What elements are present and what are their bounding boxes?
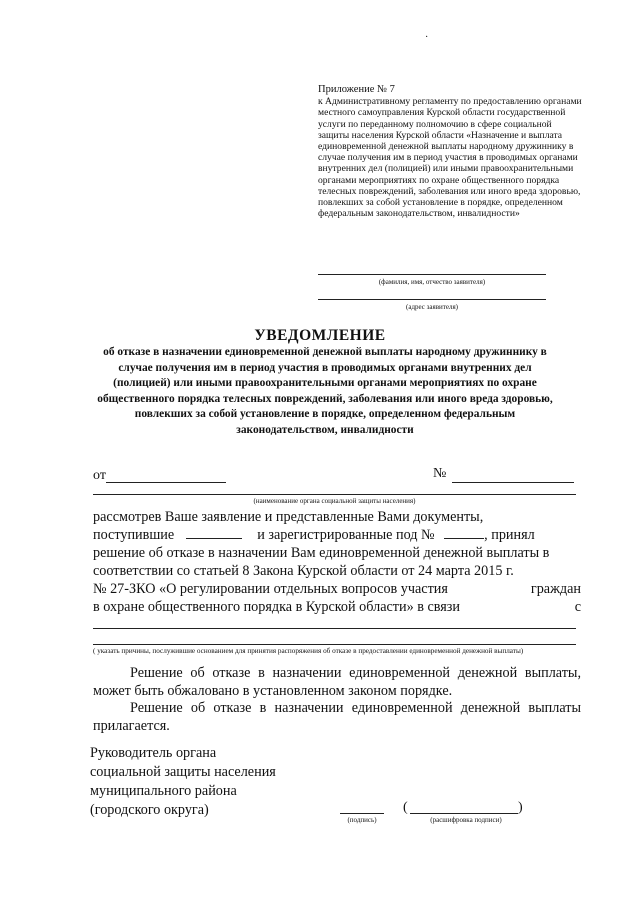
body-line-6-a: в охране общественного порядка в Курской области» в связи (93, 599, 461, 615)
decode-open-paren: ( (403, 800, 408, 815)
appendix-text: к Административному регламенту по предоставлению органами местного самоуправления Курской области государственной услуги по переданному полномочию в сфере социальной защиты населения Курской области «Назначение и выплата единовременной денежной выплаты народному дружиннику в случае получения им в период участия в проводимых органами внутренних дел (полицией) или иными правоохранительными органами мероприятиях по охране общественного порядка телесных повреждений, заболевания или иного вреда здоровью, повлекших за собой установление в порядке, определенном федеральным законодательством, инвалидности» (318, 96, 582, 220)
reason-line-2 (93, 644, 576, 645)
applicant-fio-line (318, 274, 546, 275)
applicant-address-line (318, 299, 546, 300)
body-line-2 (93, 526, 581, 544)
registration-number-blank (444, 538, 484, 539)
from-label: от (93, 468, 106, 483)
organ-line (93, 494, 576, 495)
document-title: УВЕДОМЛЕНИЕ (254, 327, 386, 344)
applicant-fio-caption: (фамилия, имя, отчество заявителя) (378, 278, 486, 286)
body-line-5-b: граждан (530, 581, 581, 597)
reason-line-1 (93, 628, 576, 629)
appeal-text: Решение об отказе в назначении единовременной денежной выплаты, может быть обжаловано в установленном законом порядке. (93, 665, 581, 700)
body-line-5-a: № 27-ЗКО «О регулировании отдельных вопросов участия (93, 581, 448, 597)
decode-close-paren: ) (518, 800, 523, 815)
top-mark: · (425, 32, 429, 43)
appendix-block (318, 84, 583, 219)
decode-line (410, 813, 518, 814)
document-subtitle: об отказе в назначении единовременной денежной выплаты народному дружиннику в случае получения им в период участия в проводимых органами внутренних дел (полицией) или иными правоохранительными органами мероприятиях по охране общественного порядка телесных повреждений, заболевания или иного вреда здоровью, повлекших за собой установление в порядке, определенном федеральным законодательством, инвалидности (97, 346, 553, 436)
signatory-line-4: (городского округа) (90, 802, 209, 818)
body-line-2-b: и зарегистрированные под № (257, 527, 435, 543)
organ-caption: (наименование органа социальной защиты населения) (253, 497, 416, 505)
from-date-line (106, 482, 226, 483)
body-line-6 (93, 598, 581, 616)
signatory-line-1: Руководитель органа (90, 745, 217, 761)
body-line-3: решение об отказе в назначении Вам единовременной денежной выплаты в (93, 545, 550, 561)
body-line-1: рассмотрев Ваше заявление и представленные Вами документы, (93, 509, 484, 525)
body-line-6-b: с (574, 599, 581, 615)
body-line-4: соответствии со статьей 8 Закона Курской области от 24 марта 2015 г. (93, 563, 514, 579)
body-line-2-c: , принял (484, 527, 535, 543)
body-line-2-a: поступившие (93, 527, 175, 543)
number-label: № (433, 466, 447, 481)
signatory-line-2: социальной защиты населения (90, 764, 276, 780)
applicant-address-caption: (адрес заявителя) (406, 303, 458, 311)
appendix-heading: Приложение № 7 (318, 84, 395, 95)
attached-text: Решение об отказе в назначении единовременной денежной выплаты прилагается. (93, 700, 581, 735)
received-date-blank (186, 538, 242, 539)
signatory-block (90, 744, 276, 820)
body-line-5 (93, 580, 581, 598)
number-line (452, 482, 574, 483)
decode-caption: (расшифровка подписи) (430, 816, 502, 824)
signatory-line-3: муниципального района (90, 783, 237, 799)
signature-line (340, 813, 384, 814)
signature-caption: (подпись) (347, 816, 377, 824)
reason-caption: ( указать причины, послужившие основанием для принятия распоряжения об отказе в предоставлении единовременной денежной выплаты) (93, 647, 524, 655)
